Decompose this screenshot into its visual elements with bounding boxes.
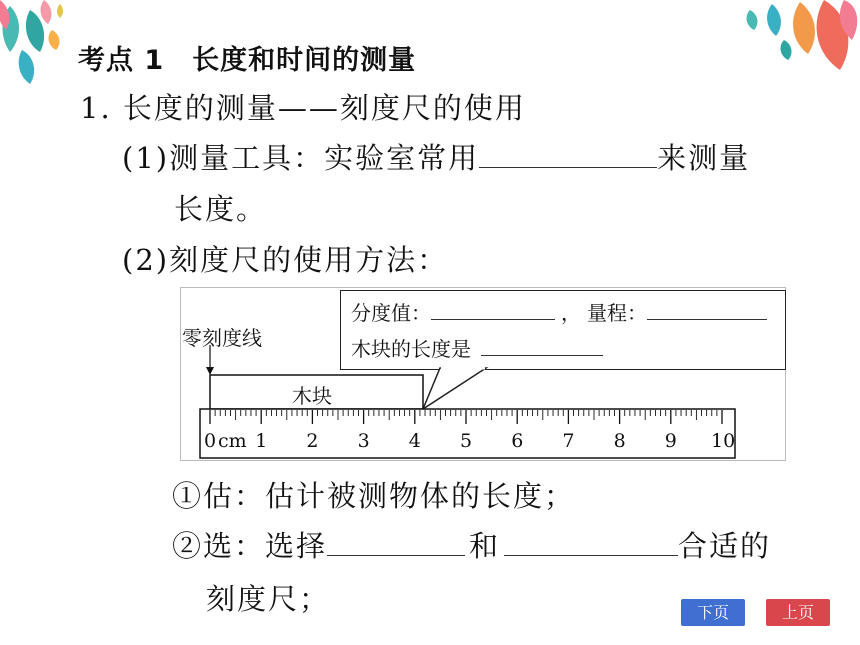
zero-line-label: 零刻度线 (182, 326, 262, 350)
length-label: 木块的长度是 (351, 337, 471, 361)
ruler-number: 5 (460, 430, 473, 452)
ruler-number: 3 (357, 430, 370, 452)
item-1-title: 1. 长度的测量——刻度尺的使用 (80, 91, 526, 125)
ruler-number: 8 (613, 430, 626, 452)
leaf-decoration-left (0, 0, 90, 90)
answer-blank-tool (479, 166, 657, 168)
step-2-cont: 刻度尺； (206, 582, 331, 616)
step-1: ①估：估计被测物体的长度； (172, 479, 576, 513)
previous-page-button[interactable]: 上页 (766, 599, 830, 626)
ruler-number: 1 (255, 430, 268, 452)
callout-pointer (423, 368, 486, 409)
division-label: 分度值： (351, 301, 431, 325)
callout-comma: ， (561, 301, 581, 325)
ruler-unit: cm (218, 430, 247, 452)
sub1-suffix: 来测量 (657, 141, 751, 175)
block-label: 木块 (292, 384, 332, 408)
leaf-decoration-right (720, 0, 860, 80)
step2-text: ②选：选择 (172, 529, 328, 563)
ruler-number: 0 (204, 430, 217, 452)
answer-blank-choice-2 (504, 554, 678, 556)
ruler-number: 4 (408, 430, 421, 452)
sub-item-2: (2)刻度尺的使用方法： (122, 243, 449, 277)
section-heading: 考点 1 长度和时间的测量 (78, 45, 417, 76)
step2-and: 和 (469, 529, 501, 563)
range-label: 量程： (587, 301, 647, 325)
ruler-number: 7 (562, 430, 575, 452)
ruler-number: 6 (511, 430, 524, 452)
sub-item-1 (122, 136, 750, 177)
ruler-number: 2 (306, 430, 319, 452)
next-page-button[interactable]: 下页 (681, 599, 745, 626)
ruler-number: 10 (711, 430, 736, 452)
sub1-text: (1)测量工具：实验室常用 (122, 141, 480, 175)
ruler-drawing (180, 287, 784, 459)
sub-item-1-cont: 长度。 (174, 192, 268, 226)
step2-suffix: 合适的 (678, 529, 772, 563)
answer-blank-choice-1 (327, 554, 465, 556)
step-2 (172, 524, 771, 565)
ruler-number: 9 (664, 430, 677, 452)
